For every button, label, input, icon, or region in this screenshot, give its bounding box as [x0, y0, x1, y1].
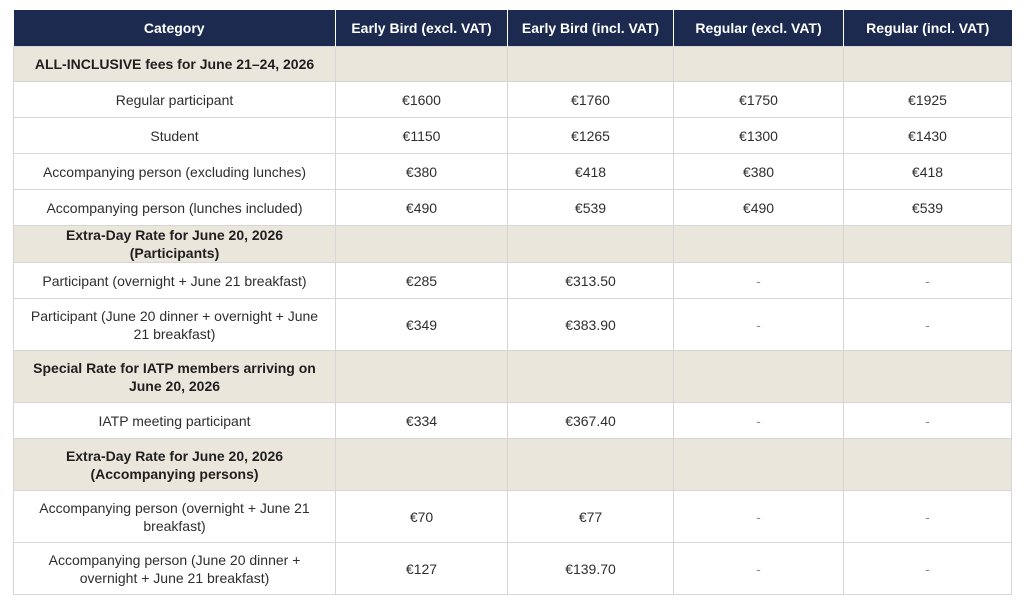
price-cell: €380 [336, 154, 508, 190]
category-cell: Participant (overnight + June 21 breakfast) [14, 263, 336, 299]
table-cell [674, 351, 844, 403]
category-cell: Accompanying person (excluding lunches) [14, 154, 336, 190]
table-cell [336, 351, 508, 403]
price-cell: €383.90 [508, 299, 674, 351]
category-cell: Accompanying person (lunches included) [14, 190, 336, 226]
price-cell: €1760 [508, 82, 674, 118]
empty-price-cell: - [844, 491, 1012, 543]
price-cell: €313.50 [508, 263, 674, 299]
category-cell: Regular participant [14, 82, 336, 118]
table-row [14, 154, 1012, 190]
price-cell: €539 [844, 190, 1012, 226]
table-cell [844, 226, 1012, 263]
price-cell: €139.70 [508, 543, 674, 595]
price-cell: €1265 [508, 118, 674, 154]
price-cell: €349 [336, 299, 508, 351]
empty-price-cell: - [674, 299, 844, 351]
table-row [14, 82, 1012, 118]
section-title: Extra-Day Rate for June 20, 2026 (Accompanying persons) [14, 439, 336, 491]
table-cell [336, 47, 508, 82]
price-cell: €1300 [674, 118, 844, 154]
empty-price-cell: - [674, 403, 844, 439]
table-row [14, 403, 1012, 439]
header-early-bird-excl-vat: Early Bird (excl. VAT) [336, 10, 508, 47]
table-cell [844, 47, 1012, 82]
price-cell: €418 [844, 154, 1012, 190]
empty-price-cell: - [844, 543, 1012, 595]
price-cell: €334 [336, 403, 508, 439]
table-cell [508, 47, 674, 82]
table-row [14, 263, 1012, 299]
price-cell: €77 [508, 491, 674, 543]
section-row [14, 439, 1012, 491]
table-cell [336, 439, 508, 491]
fees-table [13, 10, 1012, 595]
price-cell: €1600 [336, 82, 508, 118]
table-cell [844, 351, 1012, 403]
empty-price-cell: - [844, 263, 1012, 299]
section-row [14, 351, 1012, 403]
table-cell [336, 226, 508, 263]
category-cell: Accompanying person (overnight + June 21 breakfast) [14, 491, 336, 543]
header-regular-incl-vat: Regular (incl. VAT) [844, 10, 1012, 47]
price-cell: €490 [674, 190, 844, 226]
price-cell: €70 [336, 491, 508, 543]
section-title: Extra-Day Rate for June 20, 2026 (Participants) [14, 226, 336, 263]
table-row [14, 118, 1012, 154]
header-category: Category [14, 10, 336, 47]
table-cell [674, 226, 844, 263]
table-cell [508, 226, 674, 263]
price-cell: €1150 [336, 118, 508, 154]
price-cell: €1925 [844, 82, 1012, 118]
category-cell: Student [14, 118, 336, 154]
table-row [14, 190, 1012, 226]
table-cell [508, 439, 674, 491]
price-cell: €127 [336, 543, 508, 595]
empty-price-cell: - [674, 543, 844, 595]
header-early-bird-incl-vat: Early Bird (incl. VAT) [508, 10, 674, 47]
empty-price-cell: - [674, 491, 844, 543]
section-row [14, 47, 1012, 82]
table-row [14, 299, 1012, 351]
empty-price-cell: - [844, 403, 1012, 439]
table-cell [674, 439, 844, 491]
table-header-row [14, 10, 1012, 47]
category-cell: Accompanying person (June 20 dinner + overnight + June 21 breakfast) [14, 543, 336, 595]
header-regular-excl-vat: Regular (excl. VAT) [674, 10, 844, 47]
price-cell: €285 [336, 263, 508, 299]
empty-price-cell: - [674, 263, 844, 299]
fees-table-container [13, 10, 1011, 595]
section-title: Special Rate for IATP members arriving on June 20, 2026 [14, 351, 336, 403]
category-cell: IATP meeting participant [14, 403, 336, 439]
table-row [14, 491, 1012, 543]
table-row [14, 543, 1012, 595]
table-cell [674, 47, 844, 82]
table-cell [844, 439, 1012, 491]
table-cell [508, 351, 674, 403]
price-cell: €418 [508, 154, 674, 190]
empty-price-cell: - [844, 299, 1012, 351]
category-cell: Participant (June 20 dinner + overnight + June 21 breakfast) [14, 299, 336, 351]
price-cell: €490 [336, 190, 508, 226]
price-cell: €1750 [674, 82, 844, 118]
price-cell: €1430 [844, 118, 1012, 154]
price-cell: €380 [674, 154, 844, 190]
price-cell: €539 [508, 190, 674, 226]
price-cell: €367.40 [508, 403, 674, 439]
section-title: ALL-INCLUSIVE fees for June 21–24, 2026 [14, 47, 336, 82]
section-row [14, 226, 1012, 263]
